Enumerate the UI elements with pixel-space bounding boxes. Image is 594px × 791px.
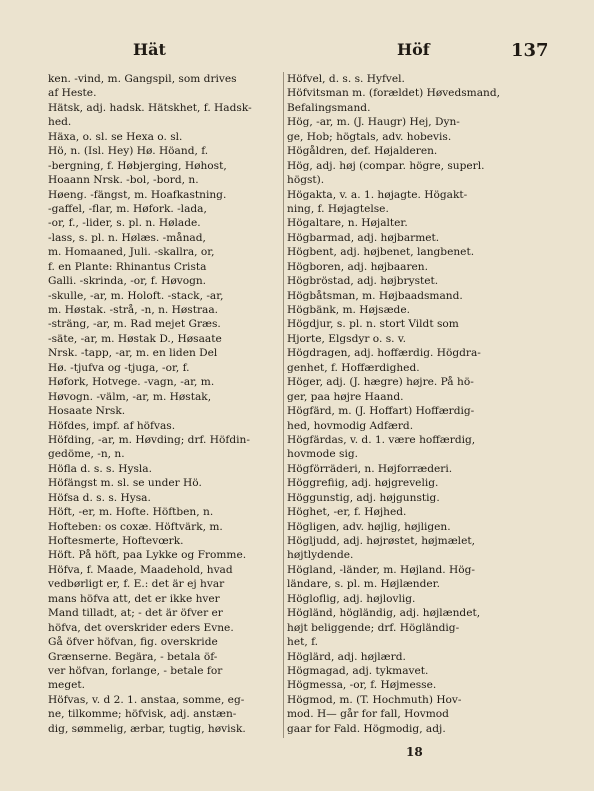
entry-line: -or, f., -lider, s. pl. n. Hølade. bbox=[48, 217, 201, 230]
entry-line: högst). bbox=[287, 174, 325, 187]
entry-line: ländare, s. pl. m. Højlænder. bbox=[287, 578, 440, 591]
entry-line: Högloflig, adj. højlovlig. bbox=[287, 592, 416, 605]
entry-line: Högbent, adj. højbenet, langbenet. bbox=[287, 246, 475, 259]
entry-line: Hosaate Nrsk. bbox=[48, 405, 126, 418]
entry-line: gedöme, -n, n. bbox=[48, 448, 125, 461]
entry-line: hovmode sig. bbox=[287, 448, 359, 461]
entry-line: Högbåtsman, m. Højbaadsmand. bbox=[287, 289, 463, 302]
entry-line: Höggunstig, adj. højgunstig. bbox=[287, 491, 440, 504]
entry-line: Höfsa d. s. s. Hysa. bbox=[48, 491, 151, 504]
entry-line: Högaltare, n. Højalter. bbox=[287, 217, 408, 230]
right-column bbox=[287, 72, 539, 736]
entry-line: mans höfva att, det er ikke hver bbox=[48, 592, 220, 605]
entry-line: f. en Plante: Rhinantus Crista bbox=[48, 260, 207, 273]
entry-line: m. Høstak. -strå, -n, n. Høstraa. bbox=[48, 304, 219, 316]
entry-line: Mand tilladt, at; - det är öfver er bbox=[48, 607, 223, 620]
entry-line: ne, tilkomme; höfvisk, adj. anstæn- bbox=[48, 708, 237, 721]
entry-line: mod. H— går for fall, Hovmod bbox=[287, 708, 449, 721]
entry-line: højt beliggende; drf. Högländig- bbox=[287, 621, 460, 634]
entry-line: Högdragen, adj. hoffærdig. Högdra- bbox=[287, 347, 481, 360]
entry-line: Galli. -skrinda, -or, f. Høvogn. bbox=[48, 275, 207, 288]
entry-line: Hoaann Nrsk. -bol, -bord, n. bbox=[48, 174, 199, 187]
entry-line: Höft, -er, m. Hofte. Höftben, n. bbox=[48, 506, 214, 519]
entry-line: Hoftesmerte, Hoftevœrk. bbox=[48, 535, 184, 547]
entry-line: Höfvel, d. s. s. Hyfvel. bbox=[287, 73, 405, 85]
entry-line: Höger, adj. (J. hægre) højre. På hö- bbox=[287, 376, 474, 389]
entry-line: ver höfvan, forlange, - betale for bbox=[48, 664, 223, 677]
entry-line: Högfärd, m. (J. Hoffart) Hoffærdig- bbox=[287, 405, 475, 418]
entry-line: Höfdes, impf. af höfvas. bbox=[48, 419, 176, 432]
entry-line: Hofteben: os coxæ. Höftvärk, m. bbox=[48, 520, 223, 533]
entry-line: Högbröstad, adj. højbrystet. bbox=[287, 275, 439, 288]
entry-line: Nrsk. -tapp, -ar, m. en liden Del bbox=[48, 347, 218, 360]
entry-line: Högåldren, def. Højalderen. bbox=[287, 145, 438, 158]
entry-line: Högljudd, adj. højrøstet, højmælet, bbox=[287, 535, 475, 547]
entry-line: Höfva, f. Maade, Maadehold, hvad bbox=[48, 563, 233, 576]
entry-line: Höfvitsman m. (forældet) Høvedsmand, bbox=[287, 87, 501, 100]
entry-line: Högbarmad, adj. højbarmet. bbox=[287, 231, 440, 244]
running-head-right: Höf bbox=[397, 40, 430, 59]
column-divider bbox=[283, 72, 284, 738]
entry-line: højtlydende. bbox=[287, 549, 354, 562]
entry-line: -skulle, -ar, m. Holoft. -stack, -ar, bbox=[48, 289, 224, 302]
entry-line: vedbørligt er, f. E.: det är ej hvar bbox=[48, 578, 225, 591]
entry-line: meget. bbox=[48, 679, 85, 692]
entry-line: Högdjur, s. pl. n. stort Vildt som bbox=[287, 318, 459, 331]
left-column bbox=[48, 72, 280, 736]
entry-line: Högmessa, -or, f. Højmesse. bbox=[287, 679, 437, 692]
entry-line: genhet, f. Hoffærdighed. bbox=[287, 361, 420, 374]
entry-line: af Heste. bbox=[48, 87, 97, 100]
entry-line: Häxa, o. sl. se Hexa o. sl. bbox=[48, 130, 183, 143]
entry-line: Hög, -ar, m. (J. Haugr) Hej, Dyn- bbox=[287, 116, 460, 129]
running-head-left: Hät bbox=[133, 40, 166, 59]
entry-line: Höglärd, adj. højlærd. bbox=[287, 650, 406, 663]
entry-line: m. Homaaned, Juli. -skallra, or, bbox=[48, 246, 215, 259]
entry-line: Högmagad, adj. tykmavet. bbox=[287, 664, 429, 677]
entry-line: Högförräderi, n. Højforræderi. bbox=[287, 462, 453, 475]
entry-line: dig, sømmelig, ærbar, tugtig, høvisk. bbox=[48, 722, 246, 735]
entry-line: Högländ, högländig, adj. højlændet, bbox=[287, 607, 481, 620]
entry-line: Höft. På höft, paa Lykke og Fromme. bbox=[48, 549, 247, 562]
entry-line: Högland, -länder, m. Højland. Hög- bbox=[287, 563, 475, 576]
entry-line: Grænserne. Begära, - betala öf- bbox=[48, 650, 218, 663]
entry-line: Gå öfver höfvan, fig. overskride bbox=[48, 636, 218, 649]
entry-line: -sträng, -ar, m. Rad mejet Græs. bbox=[48, 318, 221, 331]
entry-line: Höfding, -ar, m. Høvding; drf. Höfdin- bbox=[48, 433, 250, 446]
entry-line: hed. bbox=[48, 116, 72, 129]
entry-line: -bergning, f. Høbjerging, Høhost, bbox=[48, 159, 227, 172]
entry-line: Hö, n. (Isl. Hey) Hø. Höand, f. bbox=[48, 145, 209, 158]
entry-line: Höfvas, v. d 2. 1. anstaa, somme, eg- bbox=[48, 693, 245, 706]
entry-line: Befalingsmand. bbox=[287, 101, 371, 114]
entry-line: Högboren, adj. højbaaren. bbox=[287, 260, 428, 273]
entry-line: Höfängst m. sl. se under Hö. bbox=[48, 477, 202, 490]
entry-line: gaar for Fald. Högmodig, adj. bbox=[287, 722, 446, 735]
page-number: 137 bbox=[511, 40, 549, 61]
entry-line: Høeng. -fängst, m. Hoafkastning. bbox=[48, 188, 227, 201]
entry-line: het, f. bbox=[287, 636, 318, 649]
entry-line: Höggrefiig, adj. højgrevelig. bbox=[287, 477, 439, 490]
entry-line: Hätsk, adj. hadsk. Hätskhet, f. Hadsk- bbox=[48, 101, 252, 114]
entry-line: Högmod, m. (T. Hochmuth) Hov- bbox=[287, 693, 462, 706]
entry-line: -gaffel, -flar, m. Høfork. -lada, bbox=[48, 202, 207, 215]
entry-line: ger, paa højre Haand. bbox=[287, 390, 404, 403]
entry-line: Høfork, Hotvege. -vagn, -ar, m. bbox=[48, 376, 215, 389]
entry-line: höfva, det overskrider eders Evne. bbox=[48, 621, 234, 634]
entry-line: Høvogn. -välm, -ar, m. Høstak, bbox=[48, 390, 212, 403]
entry-line: Höghet, -er, f. Højhed. bbox=[287, 506, 407, 519]
entry-line: Höfla d. s. s. Hysla. bbox=[48, 462, 152, 475]
entry-line: -lass, s. pl. n. Hølæs. -månad, bbox=[48, 231, 206, 244]
entry-line: hed, hovmodig Adfærd. bbox=[287, 419, 414, 432]
entry-line: ken. -vind, m. Gangspil, som drives bbox=[48, 73, 237, 85]
entry-line: ning, f. Højagtelse. bbox=[287, 202, 389, 215]
entry-line: ge, Hob; högtals, adv. hobevis. bbox=[287, 130, 452, 143]
entry-line: Högakta, v. a. 1. højagte. Högakt- bbox=[287, 188, 468, 201]
entry-line: Hjorte, Elgsdyr o. s. v. bbox=[287, 332, 406, 345]
entry-line: Hög, adj. høj (compar. högre, superl. bbox=[287, 159, 485, 172]
entry-line: -säte, -ar, m. Høstak D., Høsaate bbox=[48, 332, 222, 345]
entry-line: Högbänk, m. Højsæde. bbox=[287, 304, 410, 316]
signature-mark: 18 bbox=[406, 745, 423, 759]
entry-line: Hø. -tjufva og -tjuga, -or, f. bbox=[48, 361, 190, 374]
entry-line: Högfärdas, v. d. 1. være hoffærdig, bbox=[287, 433, 476, 446]
entry-line: Högligen, adv. højlig, højligen. bbox=[287, 520, 451, 533]
